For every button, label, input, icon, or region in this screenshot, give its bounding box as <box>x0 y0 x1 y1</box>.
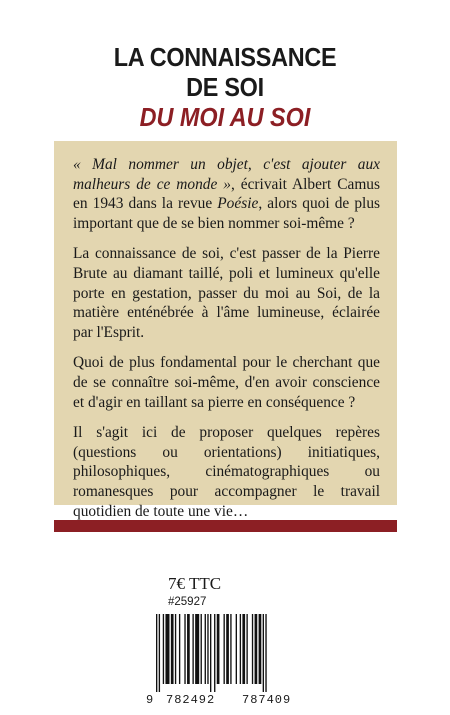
barcode-bar <box>265 614 266 692</box>
barcode-bar <box>263 614 264 692</box>
barcode-bar <box>240 614 241 684</box>
blurb-p1-middle: , écrivait Albert Camus en 1943 dans la revue <box>73 175 380 213</box>
barcode-bar <box>192 614 193 684</box>
blurb-paragraph-1 <box>73 155 380 233</box>
barcode-bar <box>159 614 160 692</box>
barcode-bar <box>179 614 180 684</box>
barcode-bar <box>236 614 237 684</box>
blurb-panel <box>54 141 397 520</box>
barcode-bar <box>259 614 262 684</box>
barcode-bar <box>224 614 225 684</box>
book-title-line-1: LA CONNAISSANCE <box>113 42 337 72</box>
barcode-bars <box>146 612 316 692</box>
barcode-bar <box>217 614 220 684</box>
barcode-bar <box>201 614 202 684</box>
barcode-bar <box>210 614 211 692</box>
book-subtitle: DU MOI AU SOI <box>139 102 311 132</box>
barcode-digits-group-2: 787409 <box>242 693 292 707</box>
title-block <box>0 42 450 132</box>
barcode-bar <box>187 614 190 684</box>
book-title-line-2: DE SOI <box>186 72 264 102</box>
barcode-bar <box>156 614 157 692</box>
barcode-bar <box>226 614 229 684</box>
barcode-bar <box>214 614 215 692</box>
decorative-red-bar <box>54 520 397 532</box>
barcode-bar <box>252 614 253 684</box>
barcode-digits-group-1: 782492 <box>166 693 216 707</box>
blurb-paragraph-3: Quoi de plus fondamental pour le cherchant que de se connaître soi-même, d'en avoir conscience et d'agir en taillant sa pierre en conséquence ? <box>73 354 380 411</box>
barcode-bar <box>246 614 247 684</box>
revue-name: Poésie <box>217 195 259 213</box>
barcode-bar <box>230 614 231 684</box>
barcode-bar <box>165 614 169 684</box>
blurb-paragraph-4: Il s'agit ici de proposer quelques repères (questions ou orientations) initiatiques, philosophiques, cinématographiques ou romanesques pour accompagner le travail quotidien de toute une vie… <box>73 424 380 520</box>
barcode-bar <box>205 614 206 684</box>
barcode-bar <box>184 614 185 684</box>
barcode-first-digit: 9 <box>146 693 155 707</box>
barcode-bar <box>255 614 258 684</box>
barcode-bar <box>242 614 245 684</box>
price-label: 7€ TTC <box>168 574 222 593</box>
blurb-paragraph-2: La connaissance de soi, c'est passer de la Pierre Brute au diamant taillé, poli et lumineux qu'elle porte en gestation, passer du moi au Soi, de la matière enténébrée à l'âme lumineuse, éclairée par l'Esprit. <box>73 245 380 341</box>
barcode-bar <box>175 614 176 684</box>
camus-quote: « Mal nommer un objet, c'est ajouter aux malheurs de ce monde » <box>73 156 380 193</box>
barcode-bar <box>171 614 174 684</box>
barcode-bar <box>163 614 164 684</box>
reference-number: #25927 <box>168 596 207 608</box>
barcode-bar <box>195 614 199 684</box>
blurb-p1-end: , alors quoi de plus important que de se bien nommer soi-même ? <box>73 195 380 232</box>
barcode-bar <box>207 614 208 684</box>
barcode <box>146 612 316 707</box>
